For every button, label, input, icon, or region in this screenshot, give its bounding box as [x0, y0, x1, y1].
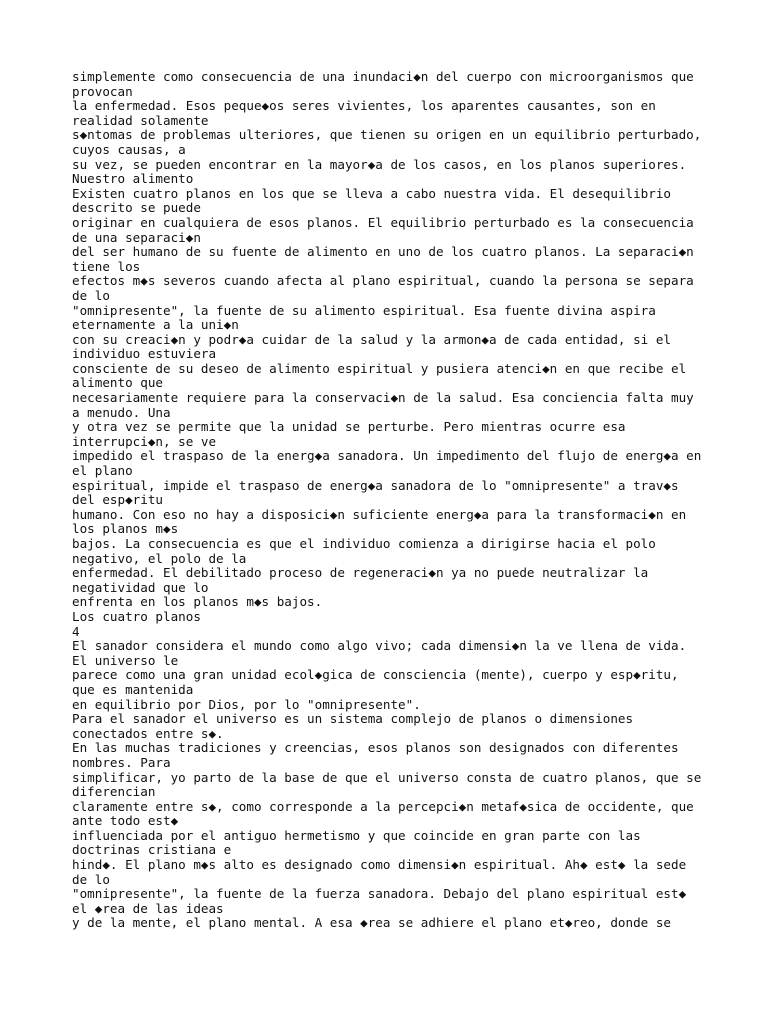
text-line: la enfermedad. Esos peque◆os seres vivientes, los aparentes causantes, son en: [72, 98, 656, 114]
text-line: provocan: [72, 83, 133, 99]
text-line: que es mantenida: [72, 681, 194, 697]
text-line: El universo le: [72, 652, 179, 668]
text-line: de una separaci◆n: [72, 229, 201, 245]
text-line: En las muchas tradiciones y creencias, esos planos son designados con diferentes: [72, 740, 679, 756]
text-line: individuo estuviera: [72, 346, 217, 362]
text-line: impedido el traspaso de la energ◆a sanadora. Un impedimento del flujo de energ◆a en: [72, 448, 702, 464]
text-line: el ◆rea de las ideas: [72, 900, 224, 916]
text-line: "omnipresente", la fuente de la fuerza sanadora. Debajo del plano espiritual est◆: [72, 886, 687, 902]
text-line: "omnipresente", la fuente de su alimento espiritual. Esa fuente divina aspira: [72, 302, 656, 318]
text-line: originar en cualquiera de esos planos. El equilibrio perturbado es la consecuencia: [72, 214, 694, 230]
text-line: claramente entre s◆, como corresponde a la percepci◆n metaf◆sica de occidente, que: [72, 798, 694, 814]
text-line: s◆ntomas de problemas ulteriores, que tienen su origen en un equilibrio perturbado,: [72, 127, 702, 143]
text-line: efectos m◆s severos cuando afecta al plano espiritual, cuando la persona se separa: [72, 273, 694, 289]
text-line: consciente de su deseo de alimento espiritual y pusiera atenci◆n en que recibe el: [72, 360, 687, 376]
text-line: enfermedad. El debilitado proceso de regeneraci◆n ya no puede neutralizar la: [72, 565, 649, 581]
text-line: simplificar, yo parto de la base de que el universo consta de cuatro planos, que se: [72, 769, 702, 785]
text-line: y otra vez se permite que la unidad se perturbe. Pero mientras ocurre esa: [72, 419, 626, 435]
text-line: Nuestro alimento: [72, 171, 194, 187]
text-line: de lo: [72, 287, 110, 303]
text-line: en equilibrio por Dios, por lo "omnipresente".: [72, 696, 421, 712]
text-line: alimento que: [72, 375, 163, 391]
text-line: negatividad que lo: [72, 579, 209, 595]
text-line: espiritual, impide el traspaso de energ◆a sanadora de lo "omnipresente" a trav◆s: [72, 477, 679, 493]
text-line: descrito se puede: [72, 200, 201, 216]
text-line: realidad solamente: [72, 112, 209, 128]
text-line: enfrenta en los planos m◆s bajos.: [72, 594, 323, 610]
text-line: Los cuatro planos: [72, 608, 201, 624]
text-line: parece como una gran unidad ecol◆gica de consciencia (mente), cuerpo y esp◆ritu,: [72, 667, 679, 683]
text-line: eternamente a la uni◆n: [72, 317, 239, 333]
text-line: interrupci◆n, se ve: [72, 433, 217, 449]
text-line: Para el sanador el universo es un sistema complejo de planos o dimensiones: [72, 711, 634, 727]
text-line: del ser humano de su fuente de alimento en uno de los cuatro planos. La separaci◆n: [72, 244, 694, 260]
text-line: con su creaci◆n y podr◆a cuidar de la salud y la armon◆a de cada entidad, si el: [72, 331, 671, 347]
text-line: diferencian: [72, 784, 156, 800]
text-line: y de la mente, el plano mental. A esa ◆rea se adhiere el plano et◆reo, donde se: [72, 915, 671, 931]
text-line: su vez, se pueden encontrar en la mayor◆a de los casos, en los planos superiores.: [72, 156, 687, 172]
text-line: simplemente como consecuencia de una inundaci◆n del cuerpo con microorganismos que: [72, 69, 694, 84]
text-line: 4: [72, 623, 80, 639]
text-line: bajos. La consecuencia es que el individuo comienza a dirigirse hacia el polo: [72, 536, 656, 551]
text-line: ante todo est◆: [72, 813, 179, 829]
text-line: del esp◆ritu: [72, 492, 163, 508]
text-line: negativo, el polo de la: [72, 550, 247, 566]
text-line: influenciada por el antiguo hermetismo y que coincide en gran parte con las: [72, 827, 641, 843]
document-body-text: [72, 70, 712, 931]
text-line: cuyos causas, a: [72, 141, 186, 157]
text-line: a menudo. Una: [72, 404, 171, 420]
text-line: Existen cuatro planos en los que se lleva a cabo nuestra vida. El desequilibrio: [72, 185, 671, 201]
text-line: tiene los: [72, 258, 141, 274]
text-line: hind◆. El plano m◆s alto es designado como dimensi◆n espiritual. Ah◆ est◆ la sede: [72, 857, 687, 873]
text-line: necesariamente requiere para la conservaci◆n de la salud. Esa conciencia falta muy: [72, 390, 694, 406]
text-line: el plano: [72, 463, 133, 479]
text-line: El sanador considera el mundo como algo vivo; cada dimensi◆n la ve llena de vida.: [72, 638, 687, 654]
text-line: los planos m◆s: [72, 521, 179, 537]
text-line: doctrinas cristiana e: [72, 842, 232, 858]
text-line: conectados entre s◆.: [72, 725, 224, 741]
text-line: de lo: [72, 871, 110, 887]
text-line: humano. Con eso no hay a disposici◆n suficiente energ◆a para la transformaci◆n en: [72, 506, 687, 522]
text-line: nombres. Para: [72, 754, 171, 770]
